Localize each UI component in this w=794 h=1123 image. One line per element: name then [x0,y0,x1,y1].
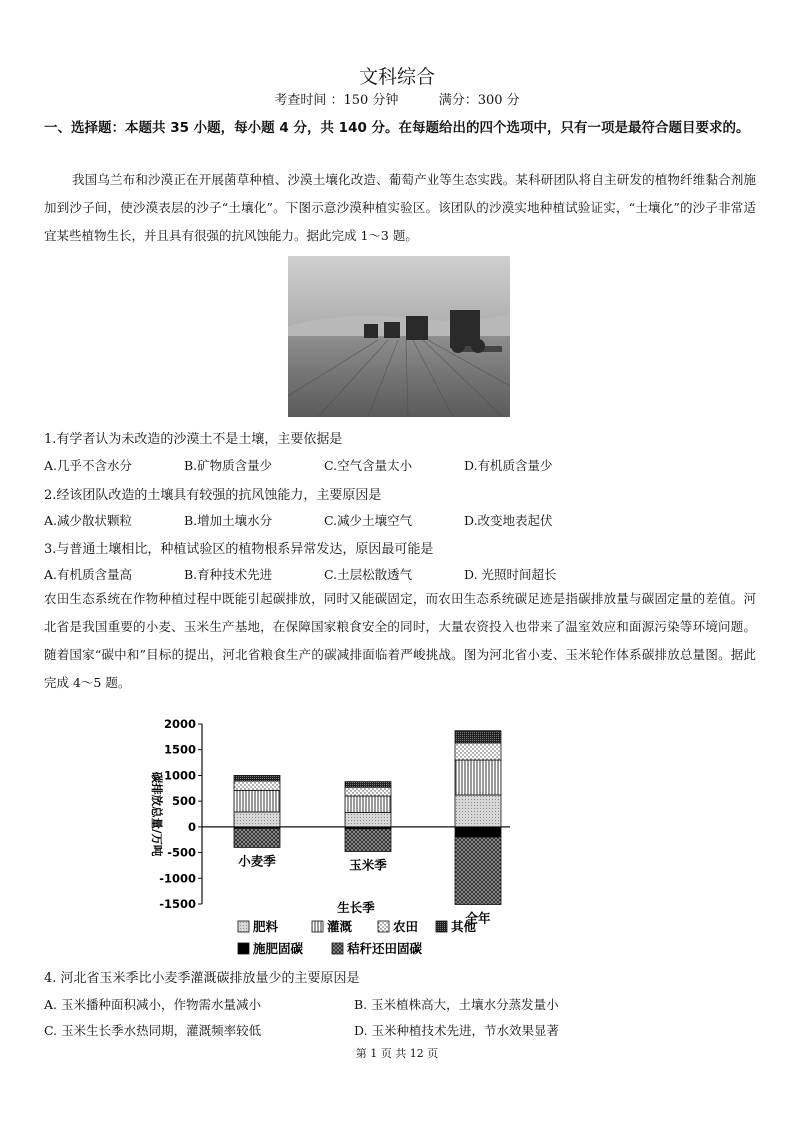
option-a[interactable]: A.减少散状颗粒 [44,513,133,528]
bar-segment-灌溉 [234,790,280,812]
legend-swatch [312,921,323,932]
legend-swatch [238,943,249,954]
y-tick-label: 500 [171,794,196,809]
legend-label: 肥料 [253,919,279,934]
bar-segment-其他 [345,782,391,788]
option-b[interactable]: B.增加土壤水分 [184,513,273,528]
legend-label: 农田 [393,919,419,934]
y-tick-label: -1500 [159,897,196,911]
bar-segment-秸秆还田固碳 [345,829,391,852]
bar-segment-农田 [345,787,391,796]
bar-segment-灌溉 [455,760,501,795]
category-label: 全年 [465,910,491,926]
category-label: 小麦季 [238,853,276,869]
option-b[interactable]: B.矿物质含量少 [184,458,273,473]
option-c[interactable]: C.空气含量太小 [324,458,413,473]
option-d[interactable]: D. 光照时间超长 [464,567,557,582]
y-tick-label: 0 [187,819,196,834]
bar-segment-农田 [455,743,501,760]
option-d[interactable]: D. 玉米种植技术先进，节水效果显著 [354,1023,560,1038]
legend-swatch [436,921,447,932]
y-axis-label: 碳排放总量/万吨 [150,771,164,857]
option-d[interactable]: D.有机质含量少 [464,458,553,473]
option-a[interactable]: A. 玉米播种面积减小，作物需水量减小 [44,997,261,1012]
passage-1: 我国乌兰布和沙漠正在开展菌草种植、沙漠土壤化改造、葡萄产业等生态实践。某科研团队将自主研发的植物纤维黏合剂施加到沙子间，使沙漠表层的沙子“土壤化”。下图示意沙漠种植实验区。该团队的沙漠实地种植试验证实，“土壤化”的沙子非常适宜某些植物生长，并且具有很强的抗风蚀能力。据此完成 1～3 题。 [44,172,756,243]
legend-label: 其他 [451,919,477,934]
option-b[interactable]: B.育种技术先进 [184,567,273,582]
option-b[interactable]: B. 玉米植株高大，土壤水分蒸发量小 [354,997,559,1012]
question-4: 4. 河北省玉米季比小麦季灌溉碳排放量少的主要原因是 [44,971,360,986]
bar-segment-肥料 [234,812,280,827]
x-axis-label: 生长季 [337,900,375,915]
option-d[interactable]: D.改变地表起伏 [464,513,553,528]
y-tick-label: -500 [167,845,196,860]
question-1: 1.有学者认为未改造的沙漠土不是土壤，主要依据是 [44,432,343,447]
page-title: 文科综合 [358,66,435,88]
legend-label: 秸秆还田固碳 [347,941,423,956]
option-a[interactable]: A.有机质含量高 [44,567,133,582]
legend-swatch [238,921,249,932]
question-3: 3.与普通土壤相比，种植试验区的植物根系异常发达，原因最可能是 [44,542,434,557]
bar-segment-施肥固碳 [455,827,501,837]
bar-segment-其他 [455,731,501,743]
page-footer: 第 1 页 共 12 页 [355,1047,439,1060]
passage-2: 农田生态系统在作物种植过程中既能引起碳排放，同时又能碳固定，而农田生态系统碳足迹是指碳排放量与碳固定量的差值。河北省是我国重要的小麦、玉米生产基地，在保障国家粮食安全的同时，大量农资投入也带来了温室效应和面源污染等环境问题。随着国家“碳中和”目标的提出，河北省粮食生产的碳减排面临着严峻挑战。图为河北省小麦、玉米轮作体系碳排放总量图。据此完成 4～5 题。 [44,591,756,690]
option-c[interactable]: C.土层松散透气 [324,567,413,582]
exam-info [0,89,794,108]
bar-segment-秸秆还田固碳 [455,837,501,904]
bar-segment-灌溉 [345,796,391,812]
legend-label: 灌溉 [327,919,353,934]
question-2: 2.经该团队改造的土壤具有较强的抗风蚀能力，主要原因是 [44,488,382,503]
option-c[interactable]: C.减少土壤空气 [324,513,413,528]
y-tick-label: -1000 [159,871,196,886]
carbon-emission-chart [140,708,520,964]
y-tick-label: 2000 [163,717,196,731]
legend-swatch [332,943,343,954]
bar-segment-农田 [234,781,280,790]
bar-segment-肥料 [455,795,501,827]
section-heading: 一、选择题：本题共 35 小题，每小题 4 分，共 140 分。在每题给出的四个选项中，只有一项是最符合题目要求的。 [44,120,750,136]
desert-photo [288,256,510,417]
bar-segment-肥料 [345,812,391,826]
bar-segment-秸秆还田固碳 [234,828,280,847]
y-tick-label: 1500 [163,742,196,757]
y-tick-label: 1000 [163,768,196,783]
legend-label: 施肥固碳 [253,941,304,956]
bar-segment-其他 [234,775,280,781]
option-c[interactable]: C. 玉米生长季水热同期，灌溉频率较低 [44,1023,262,1038]
exam-time: 考查时间 ：150 分钟 [274,93,399,108]
legend-swatch [378,921,389,932]
full-score: 满分：300 分 [438,93,520,108]
option-a[interactable]: A.几乎不含水分 [44,458,133,473]
category-label: 玉米季 [349,857,387,873]
